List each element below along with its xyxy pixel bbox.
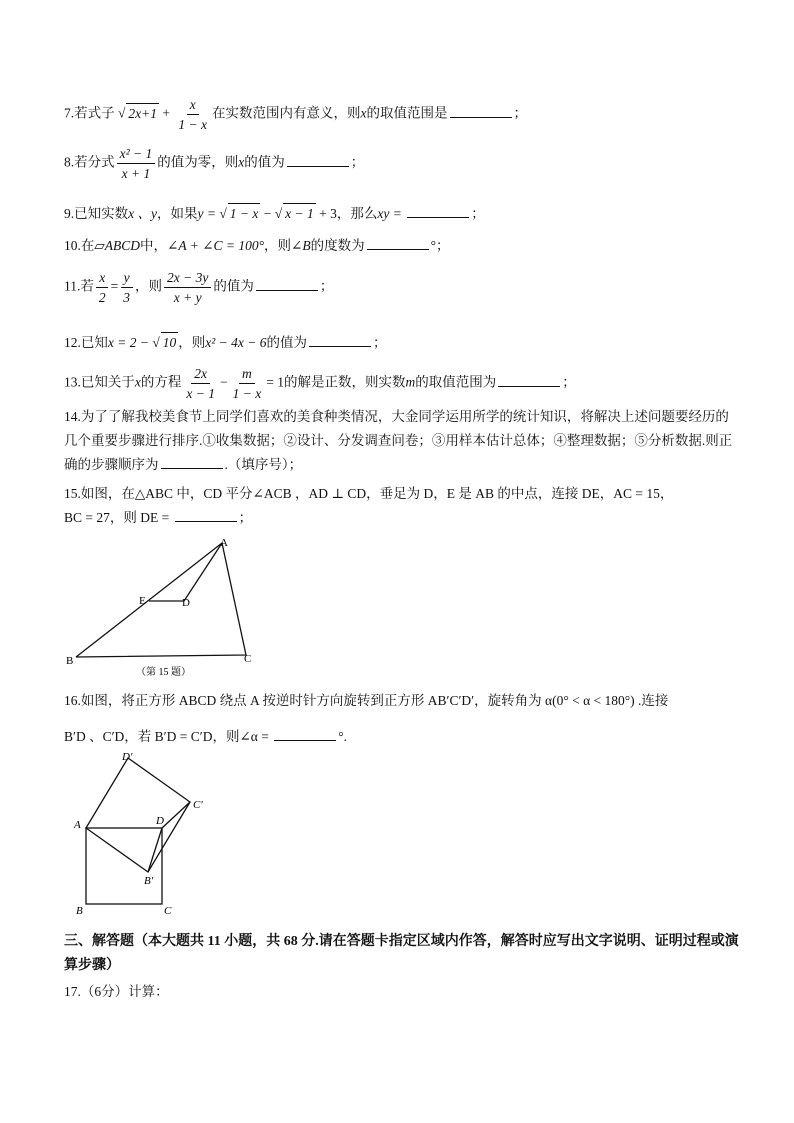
fig15-label-D: D [182, 597, 190, 609]
fig16-label-B: B [76, 905, 83, 917]
question-10: 10.在▱ABCD中，∠A + ∠C = 100°，则∠B的度数为 °； [64, 235, 449, 256]
question-15: 15.如图，在△ABC 中，CD 平分∠ACB ，AD ⊥ CD，垂足为 D，E 是 AB 的中点，连接 DE，AC = 15， BC = 27，则 DE = ； [64, 486, 674, 525]
fig15-caption: （第 15 题） [136, 667, 191, 678]
fig16-label-Dp: D′ [122, 751, 133, 763]
question-14: 14.为了了解我校美食节上同学们喜欢的美食种类情况，大金同学运用所学的统计知识，将解决上述问题要经历的几个重要步骤进行排序.①收集数据；②设计、分发调查问卷；③用样本估计总体；④整理数据；⑤分析数据.则正确的步骤顺序为 .（填序号）； [64, 409, 733, 472]
q12-answer-blank [309, 332, 371, 347]
q9-answer-blank [407, 203, 469, 218]
q16-answer-blank [274, 726, 336, 741]
fig15-label-A: A [220, 537, 228, 549]
question-9: 9.已知实数x 、y，如果y = √ 1 − x − √ x − 1 + 3，那么xy = ； [64, 203, 485, 224]
q15-answer-blank [175, 507, 237, 522]
fig16-label-D: D [156, 815, 164, 827]
fig16-label-Bp: B′ [144, 875, 154, 887]
q7-answer-blank [450, 103, 512, 118]
q7-fraction: $\frac{x}{1 - x}$ [178, 97, 208, 132]
question-17: 17.（6分）计算： [64, 984, 169, 999]
q13-answer-blank [498, 372, 560, 387]
question-11: 11.若 $\frac{x}{2}$ = $\frac{y}{3}$ ，则 $\frac{2x - 3y}{x + y}$ 的值为 ； [64, 270, 334, 305]
fig15-label-E: E [139, 595, 146, 607]
fig16-label-Cp: C′ [193, 799, 203, 811]
fig15-label-B: B [66, 655, 74, 667]
q14-answer-blank [161, 454, 223, 469]
fig16-label-C: C [164, 905, 172, 917]
figure-16-squares [70, 750, 220, 920]
question-12: 12.已知x = 2 − √ 10 ，则x² − 4x − 6的值为 ； [64, 332, 387, 353]
figure-15-triangle [60, 534, 270, 678]
parallelogram-icon: ▱ [94, 238, 105, 253]
question-13: 13.已知关于x的方程 $\frac{2x}{x - 1}$ − $\frac{m}{1 - x}$ = 1的解是正数，则实数m的取值范围为 ； [64, 366, 576, 401]
question-7: 7.若式子 √ 2x+1 + $\frac{x}{1 - x}$ 在实数范围内有意义，则x的取值范围是 ； [64, 97, 528, 132]
fig15-label-C: C [244, 653, 252, 665]
question-16: 16.如图，将正方形 ABCD 绕点 A 按逆时针方向旋转到正方形 AB′C′D′，旋转角为 α(0° < α < 180°) .连接 B′D 、C′D，若 B′D = C′D，则∠α = °. [64, 693, 669, 744]
q7-radicand: 2x+1 [126, 103, 159, 124]
q8-fraction: $\frac{\text{x² − 1}}{x + 1}$ [117, 146, 156, 181]
question-8: 8.若分式 $\frac{\text{x² − 1}}{x + 1}$ 的值为零，则x的值为 ； [64, 146, 365, 181]
q11-answer-blank [256, 276, 318, 291]
fig16-label-A: A [74, 819, 81, 831]
q8-answer-blank [287, 152, 349, 167]
section-3-heading: 三、解答题（本大题共 11 小题，共 68 分.请在答题卡指定区域内作答，解答时应写出文字说明、证明过程或演算步骤） [64, 934, 739, 973]
q10-answer-blank [367, 235, 429, 250]
